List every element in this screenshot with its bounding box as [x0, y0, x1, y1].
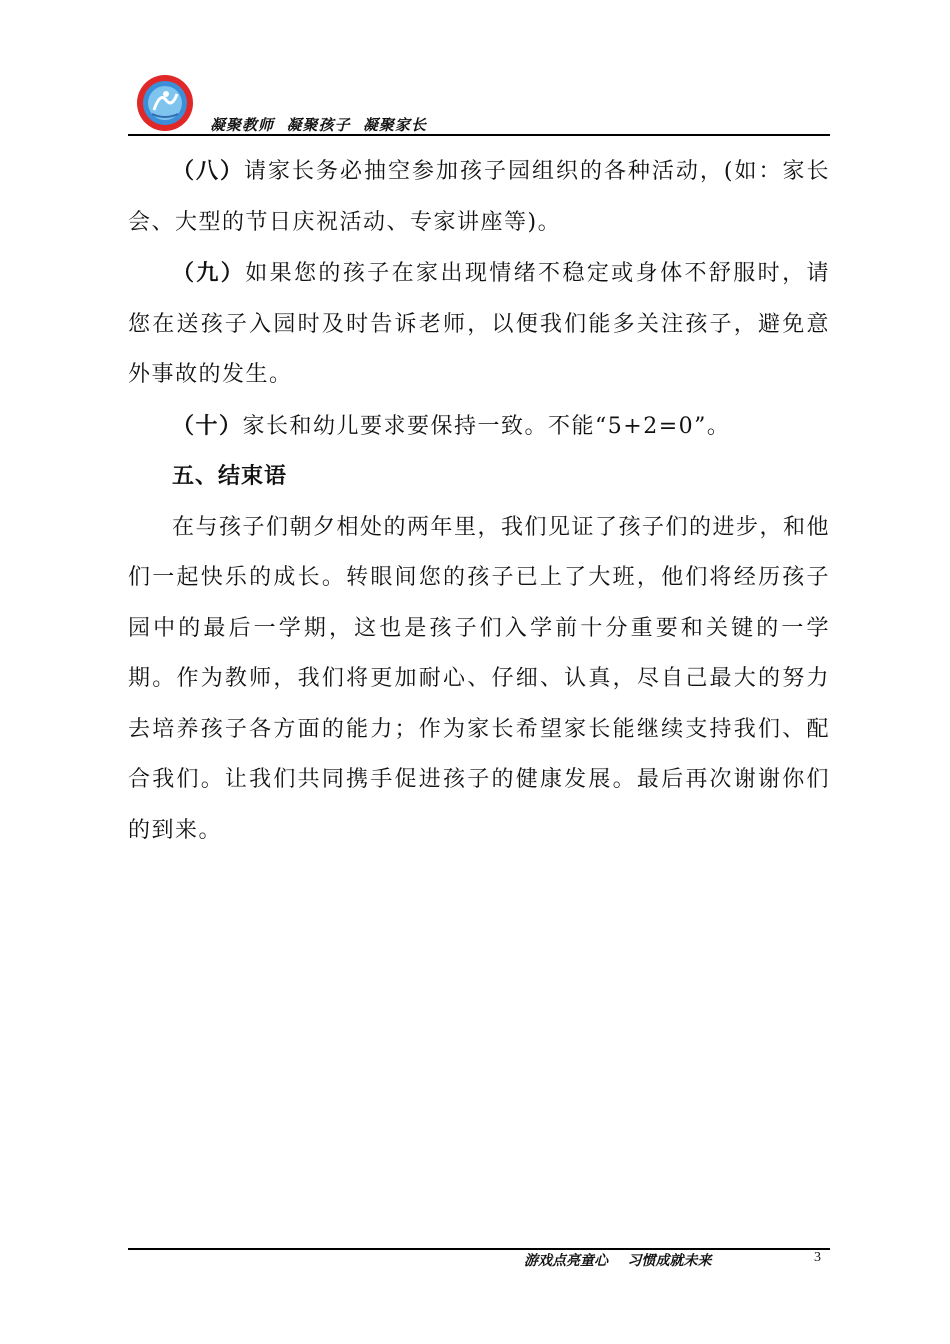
- closing-paragraph: 在与孩子们朝夕相处的两年里，我们见证了孩子们的进步，和他们一起快乐的成长。转眼间您的孩子已上了大班，他们将经历孩子园中的最后一学期，这也是孩子们入学前十分重要和关键的一学期。作为教师，我们将更加耐心、仔细、认真，尽自己最大的努力去培养孩子各方面的能力；作为家长希望家长能继续支持我们、配合我们。让我们共同携手促进孩子的健康发展。最后再次谢谢你们的到来。: [128, 514, 831, 843]
- item-text: 家长和幼儿要求要保持一致。不能“5+2=0”。: [242, 413, 731, 439]
- item-number: （九）: [172, 260, 246, 286]
- section-heading: 五、结束语: [172, 464, 288, 489]
- page-number: 3: [814, 1250, 821, 1265]
- header-slogan: 凝聚教师 凝聚孩子 凝聚家长: [210, 116, 427, 134]
- kindergarten-logo: [136, 74, 194, 132]
- header-divider: [128, 134, 830, 136]
- item-number: （八）: [172, 158, 244, 184]
- item-text: 请家长务必抽空参加孩子园组织的各种活动，(如：家长会、大型的节日庆祝活动、专家讲座等)。: [128, 159, 830, 235]
- footer-divider: [128, 1248, 830, 1250]
- paragraph-item-8: [128, 146, 830, 248]
- item-number: （十）: [172, 412, 243, 439]
- paragraph-item-10: [128, 401, 830, 453]
- item-text: 如果您的孩子在家出现情绪不稳定或身体不舒服时，请您在送孩子入园时及时告诉老师，以便我们能多关注孩子，避免意外事故的发生。: [128, 261, 830, 387]
- footer-slogan: 游戏点亮童心 习惯成就未来: [524, 1253, 712, 1269]
- paragraph-item-9: [128, 248, 830, 401]
- document-body: [128, 146, 830, 856]
- page-header: [128, 74, 830, 138]
